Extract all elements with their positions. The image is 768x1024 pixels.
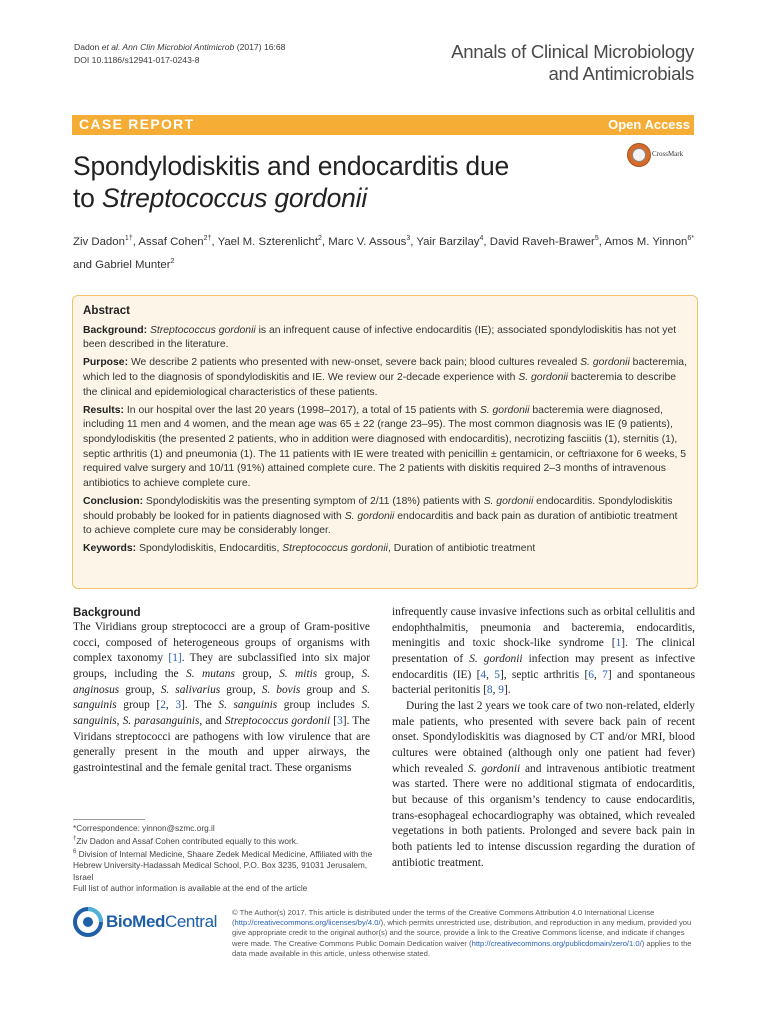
- affiliation: $^6$ Division of Internal Medicine, Shaare Zedek Medical Medicine, Affiliated with the Hebrew University-Hadassah Medical School, P.O. Box 3235, 91031 Jerusalem, Israel: [73, 849, 373, 882]
- body-column-right: [392, 605, 695, 871]
- journal-title: Annals of Clinical Microbiology and Antimicrobials: [451, 41, 694, 84]
- body-text: and intravenous antibiotic treatment was started. There were no additional stigmata of endocarditis, but because of this organism’s tendency to cause endocarditis, trans-esophageal echocardiography was obtained, which revealed vegetations in both patients. Prolonged and severe back pain in both patients led to intense discussion regarding the duration of antibiotic treatment.: [392, 762, 696, 869]
- body-column-left: [73, 605, 370, 777]
- author-separator: ,: [211, 235, 218, 248]
- body-text: infection may present as infective endocarditis (IE) [: [392, 652, 696, 681]
- body-text: ]. The clinical presentation of: [392, 637, 695, 665]
- full-author-info-note: Full list of author information is available at the end of the article: [73, 883, 308, 894]
- author-separator: and: [73, 258, 96, 271]
- body-paragraph: [392, 605, 695, 699]
- body-text: ], septic arthritis [: [499, 668, 589, 681]
- species-name: S. sanguinis: [73, 699, 370, 727]
- author-name[interactable]: Yael M. Szterenlicht: [217, 235, 319, 248]
- author-affiliation-marker: 3: [406, 235, 411, 242]
- author-affiliation-marker: 2: [170, 257, 175, 265]
- abstract-conclusion: Conclusion: Spondylodiskitis was the presenting symptom of 2/11 (18%) patients with S. gordonii endocarditis. Spondylodiskitis should probably be looked for in patients diagnosed with S. gordonii endocarditis and back pain as duration of antibiotic treatment to achieve complete cure may be considerably longer.: [83, 496, 678, 537]
- author-name[interactable]: Yair Barzilay: [416, 235, 480, 248]
- correspondence: *Correspondence: yinnon@szmc.org.il: [73, 823, 215, 833]
- species-name: S. sanguinis: [73, 683, 371, 712]
- author-separator: ,: [321, 235, 329, 248]
- body-text: group,: [220, 683, 262, 696]
- doi[interactable]: DOI 10.1186/s12941-017-0243-8: [74, 54, 200, 65]
- body-text: group,: [317, 667, 362, 680]
- body-text: ]. The: [181, 699, 219, 712]
- body-text: group,: [234, 667, 280, 680]
- body-paragraph: [392, 699, 695, 871]
- reference-link[interactable]: 8: [486, 684, 493, 697]
- author-affiliation-marker: 5: [594, 235, 599, 242]
- cc-by-link[interactable]: http://creativecommons.org/licenses/by/4.0/: [234, 918, 381, 928]
- species-name: S. gordonii: [468, 762, 521, 775]
- case-report-label: CASE REPORT: [79, 116, 195, 132]
- author-separator: ,: [598, 235, 605, 248]
- reference-link[interactable]: 2: [160, 699, 166, 712]
- body-text: group and: [300, 683, 362, 696]
- body-text: . They are subclassified into six major groups, including the: [73, 652, 370, 680]
- author-name[interactable]: Marc V. Assous: [328, 235, 407, 248]
- body-text: group,: [119, 683, 161, 696]
- section-heading-background: Background: [73, 606, 141, 619]
- citation-block: [74, 41, 285, 66]
- crossmark-label: CrossMark: [652, 150, 684, 158]
- reference-link[interactable]: 3: [175, 699, 182, 712]
- body-text: , and: [199, 714, 225, 727]
- abstract-purpose: Purpose: We describe 2 patients who presented with new-onset, severe back pain; blood cultures revealed S. gordonii bacteremia, which led to the diagnosis of spondylodiskitis and IE. We review our 2-decade experience with S. gordonii bacteremia to describe the clinical and epidemiological characteristics of these patients.: [83, 357, 687, 398]
- species-name: S. mitis: [279, 667, 318, 680]
- species-name: Streptococcus gordonii: [224, 714, 331, 727]
- body-text: ] and spontaneous bacterial peritonitis [: [392, 668, 696, 697]
- cc-zero-link[interactable]: http://creativecommons.org/publicdomain/zero/1.0/: [471, 938, 642, 948]
- author-separator: ,: [483, 235, 490, 248]
- author-name[interactable]: Gabriel Munter: [95, 258, 171, 271]
- author-name[interactable]: David Raveh-Brawer: [489, 235, 595, 248]
- author-affiliation-marker: 2: [318, 235, 322, 242]
- footnote-divider: [73, 819, 145, 820]
- reference-link[interactable]: 6: [588, 668, 594, 681]
- biomed-central-logo[interactable]: [73, 905, 223, 943]
- body-text: The Viridians group streptococci are a group of Gram-positive cocci, composed of heterogeneous groups of organisms with complex taxonomy: [73, 621, 370, 665]
- author-affiliation-marker: 6*: [687, 235, 695, 242]
- reference-link[interactable]: 7: [602, 668, 608, 681]
- species-name: S. mutans: [186, 667, 235, 680]
- reference-link[interactable]: 5: [494, 668, 500, 681]
- publisher-name-regular: Central: [165, 912, 218, 931]
- species-name: S. parasanguinis: [122, 714, 200, 727]
- reference-link[interactable]: 3: [337, 714, 343, 727]
- body-text: [: [330, 714, 338, 727]
- body-text: ].: [504, 684, 511, 697]
- body-text: ,: [486, 668, 495, 681]
- footnotes: [73, 823, 373, 894]
- author-name[interactable]: Assaf Cohen: [138, 235, 204, 248]
- abstract-heading: Abstract: [83, 304, 131, 317]
- body-text: ,: [116, 714, 123, 727]
- crossmark-badge[interactable]: [627, 141, 697, 169]
- open-access-label: Open Access: [608, 117, 690, 132]
- abstract-background: Background: Streptococcus gordonii is an infrequent cause of infective endocarditis (IE); associated spondylodiskitis has not yet been described in the literature.: [83, 324, 677, 351]
- reference-link[interactable]: 4: [480, 668, 487, 681]
- body-text: ,: [594, 668, 603, 681]
- body-paragraph: [73, 620, 370, 777]
- biomed-central-icon: [73, 907, 103, 937]
- article-title: Spondylodiskitis and endocarditis due to Streptococcus gordonii: [73, 151, 510, 213]
- equal-contribution: †Ziv Dadon and Assaf Cohen contributed equally to this work.: [73, 836, 299, 847]
- author-affiliation-marker: 2†: [203, 235, 212, 242]
- abstract-keywords: Keywords: Spondylodiskitis, Endocarditis, Streptococcus gordonii, Duration of antibiotic treatment: [83, 543, 536, 555]
- citation-line: Dadon et al. Ann Clin Microbiol Antimicrob (2017) 16:68: [74, 42, 286, 52]
- author-list: [73, 229, 698, 275]
- author-separator: ,: [132, 235, 139, 248]
- body-text: group [: [116, 699, 161, 712]
- crossmark-icon: [627, 143, 651, 167]
- author-name[interactable]: Ziv Dadon: [73, 235, 125, 248]
- author-separator: ,: [410, 235, 417, 248]
- reference-link[interactable]: [1]: [168, 652, 182, 665]
- species-name: S. bovis: [261, 683, 301, 696]
- publisher-name-bold: BioMed: [106, 912, 165, 931]
- species-name: S. sanguinis: [218, 699, 278, 712]
- body-text: ,: [165, 699, 176, 712]
- reference-link[interactable]: 9: [498, 684, 504, 697]
- abstract-results: Results: In our hospital over the last 20 years (1998–2017), a total of 15 patients with S. gordonii bacteremia were diagnosed, including 11 men and 4 women, and the mean age was 65 ± 22 (range 23–95). The most common diagnosis was IE (9 patients), spondylodiskitis (the presented 2 patients, who in addition were diagnosed with endocarditis), necrotizing fasciitis (1), sternitis (1), septic arthritis (1) and pneumonia (1). The 11 patients with IE were treated with penicillin ± gentamicin, or ceftriaxone for 6 weeks, 5 required valve surgery and 10/11 (91%) attained complete cure. The 2 patients with diskitis required 2–3 months of intravenous antibiotics to achieve complete cure.: [83, 404, 687, 490]
- author-name[interactable]: Amos M. Yinnon: [604, 235, 688, 248]
- body-text: ]. The Viridans streptococci are pathogens with low virulence that are generally present in the mouth and upper airways, the gastrointestinal and the female genital tract. These organisms: [73, 714, 370, 774]
- species-name: S. salivarius: [160, 683, 221, 696]
- body-text: ,: [492, 684, 499, 697]
- author-affiliation-marker: 1†: [124, 235, 133, 242]
- abstract-box: [72, 295, 698, 589]
- body-text: infrequently cause invasive infections such as orbital cellulitis and endophthalmitis, pneumonia and bacteremia, endocarditis, meningitis and toxic shock-like syndrome [: [392, 606, 695, 650]
- author-affiliation-marker: 4: [479, 235, 484, 242]
- body-text: group includes: [277, 699, 362, 712]
- species-name: S. anginosus: [73, 667, 370, 696]
- reference-link[interactable]: 1: [615, 637, 622, 650]
- body-text: During the last 2 years we took care of two non-related, elderly male patients, who presented with severe back pain of recent onset. Spondylodiskitis was diagnosed by CT and/or MRI, blood cultures were obtained (although only one patient had fever) which revealed: [392, 699, 695, 775]
- article-type-banner: [72, 115, 694, 135]
- species-name: S. gordonii: [469, 652, 523, 665]
- license-notice: © The Author(s) 2017. This article is distributed under the terms of the Creative Commons Attribution 4.0 International License (http://creativecommons.org/licenses/by/4.0/), which permits unrestricted use, distribution, and reproduction in any medium, provided you give appropriate credit to the original author(s) and the source, provide a link to the Creative Commons license, and indicate if changes were made. The Creative Commons Public Domain Dedication waiver (http://creativecommons.org/publicdomain/zero/1.0/) applies to the data made available in this article, unless otherwise stated.: [232, 908, 692, 958]
